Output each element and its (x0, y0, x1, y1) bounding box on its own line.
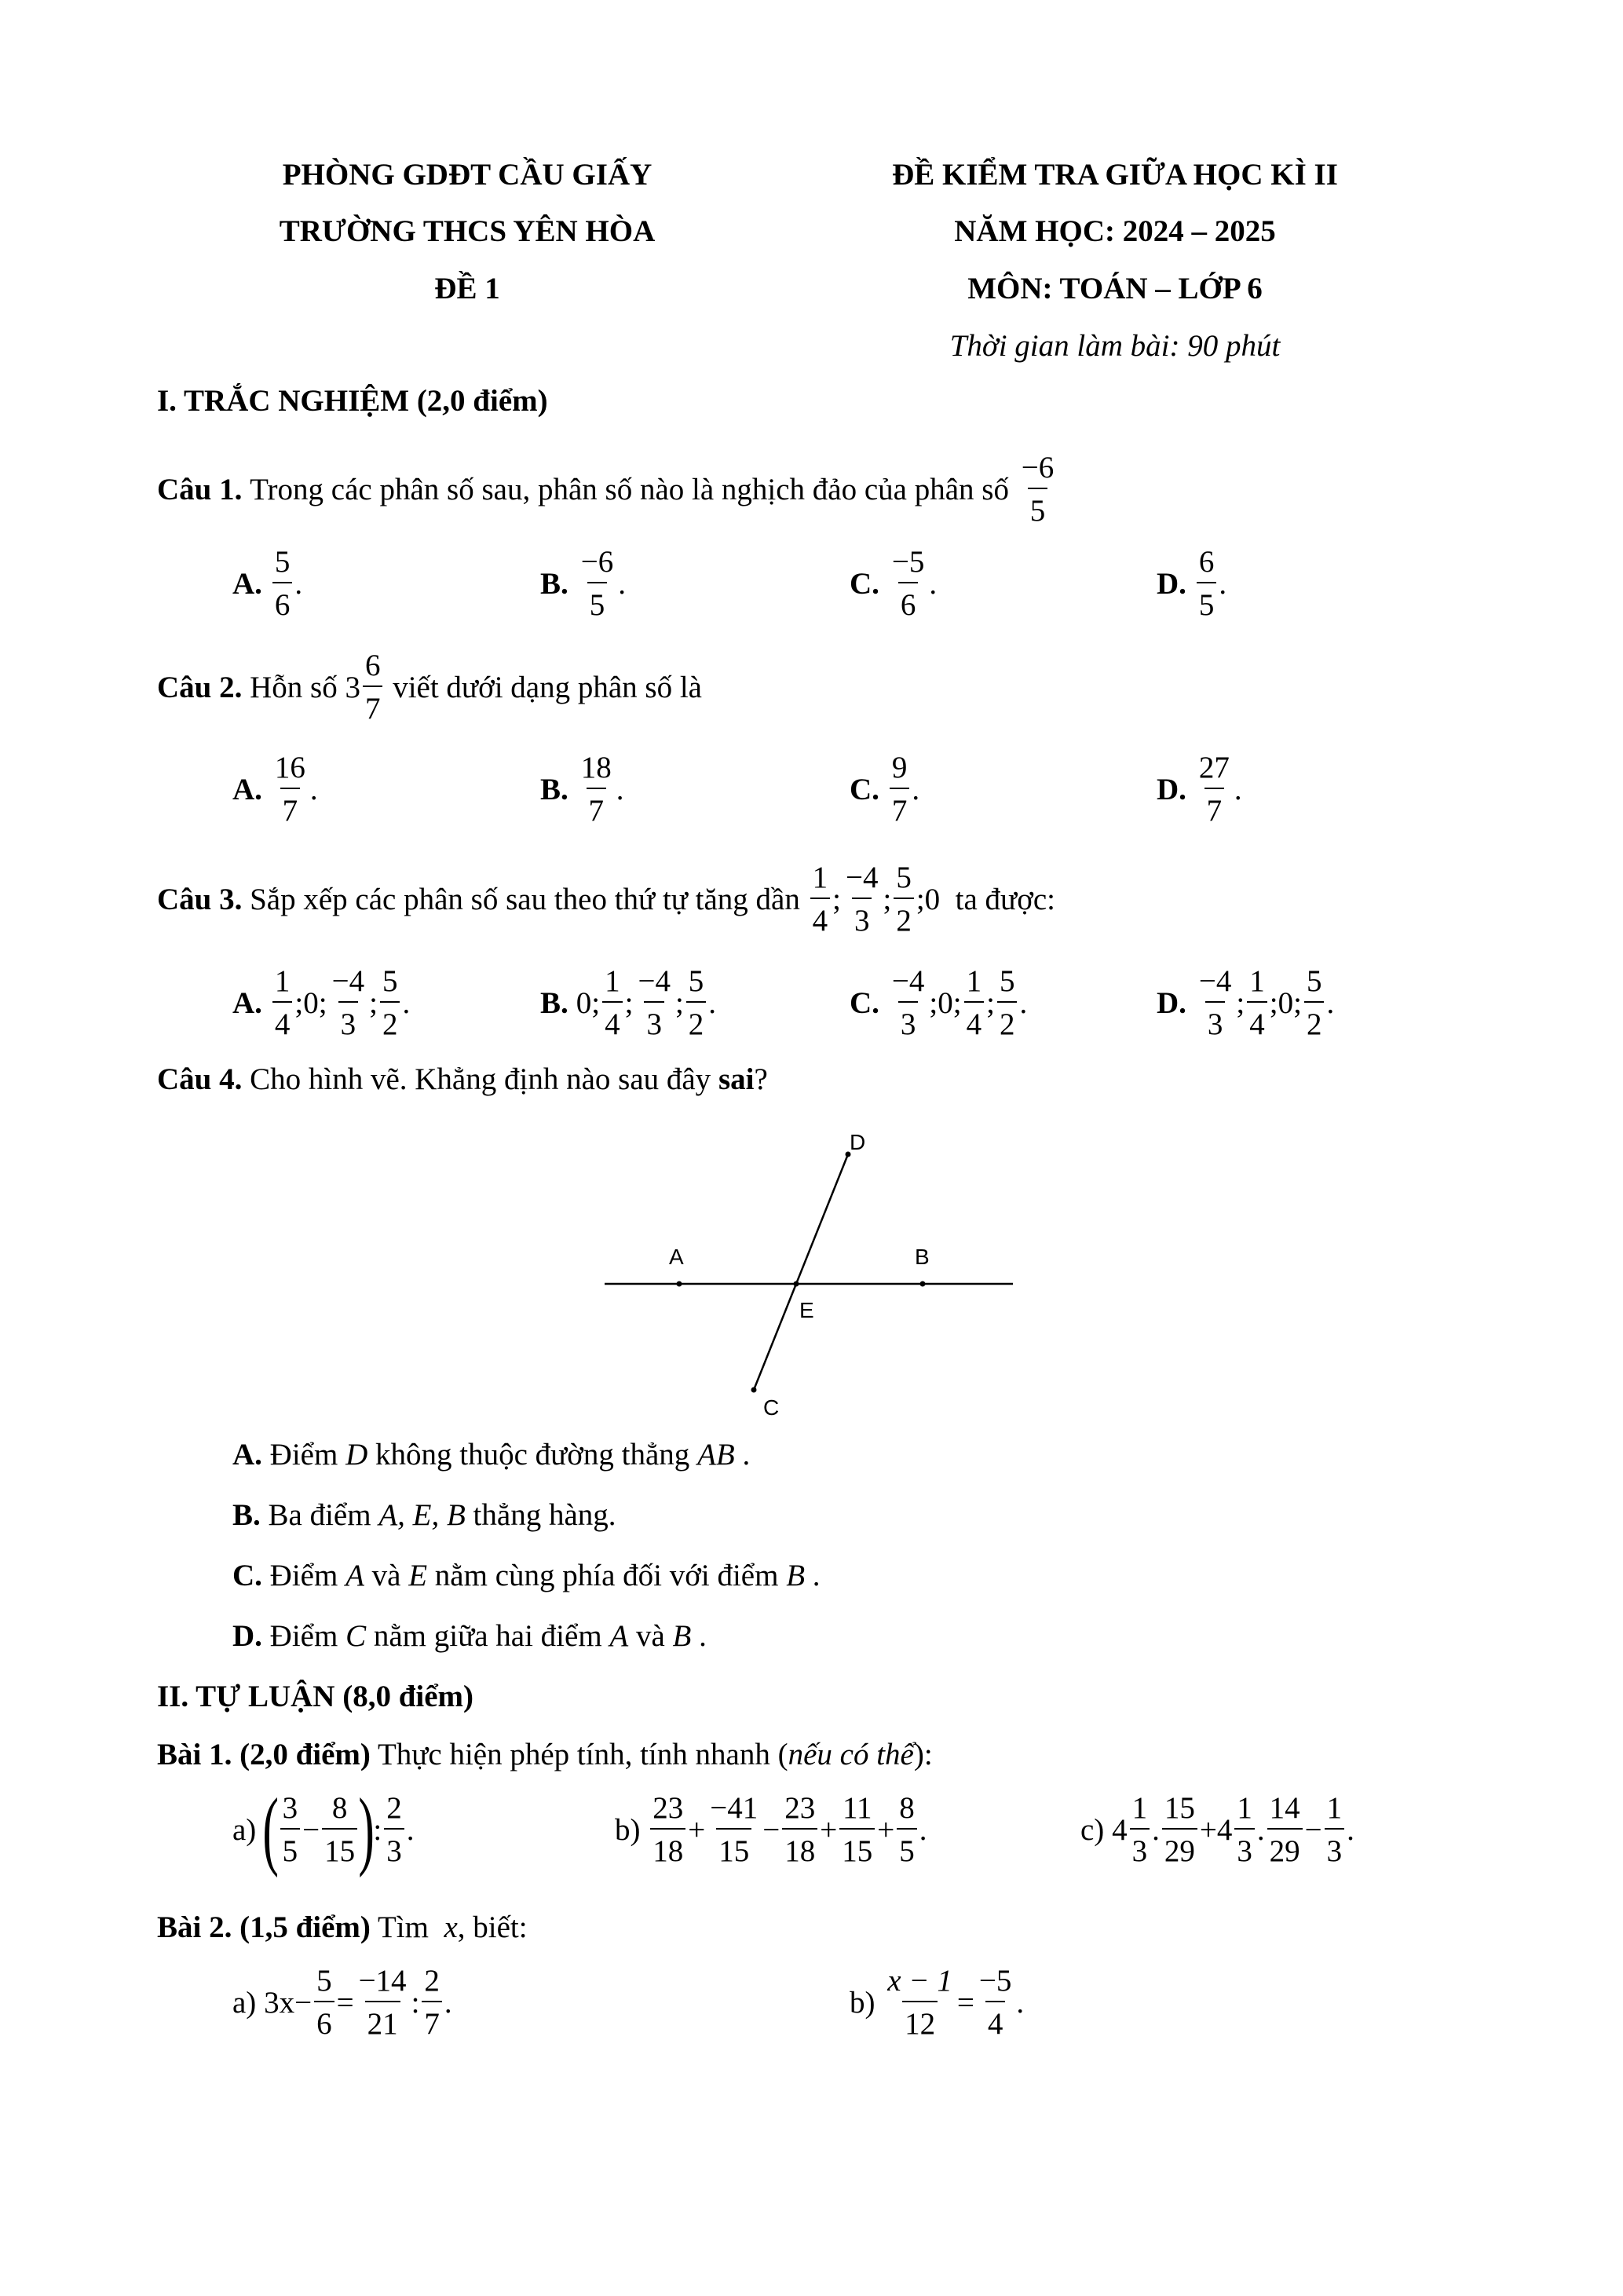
point-e (794, 1281, 799, 1287)
fraction: $\frac{-6}{5}$ (1021, 451, 1055, 528)
bai-1-heading: Bài 1. (2,0 điểm) Thực hiện phép tính, tính nhanh (nếu có thể): (157, 1738, 933, 1771)
q3-option-d[interactable]: D. $\frac{-4}{3}$ ; $\frac{1}{4}$ ; 0 ; $\frac{5}{2}$ . (1157, 964, 1335, 1041)
q2-option-d[interactable]: D. $\frac{27}{7}$ . (1157, 751, 1242, 828)
section-essay-title: II. TỰ LUẬN (8,0 điểm) (157, 1680, 474, 1713)
point-c (751, 1387, 757, 1393)
bai-1-c: c) 4 $\frac{1}{3}$ . $\frac{15}{29}$ + 4 $\frac{1}{3}$ . $\frac{14}{29}$ − $\frac{1}{3}$ . (1080, 1791, 1354, 1868)
q1-option-d[interactable]: D. $\frac{6}{5}$ . (1157, 545, 1227, 622)
bai-1-a: a) ( $\frac{3}{5}$ − $\frac{8}{15}$ ) : $\frac{2}{3}$ . (232, 1781, 415, 1878)
label-e: E (799, 1298, 814, 1322)
school-office: PHÒNG GDĐT CẦU GIẤY (282, 158, 652, 192)
q4-option-a[interactable]: A. Điểm D không thuộc đường thẳng AB . (232, 1438, 751, 1472)
mixed-number: 3 $\frac{6}{7}$ (345, 650, 385, 724)
q3-option-a[interactable]: A. $\frac{1}{4}$ ; 0 ; $\frac{-4}{3}$ ; $\frac{5}{2}$ . (232, 964, 411, 1041)
school-year: NĂM HỌC: 2024 – 2025 (954, 214, 1276, 248)
geometry-figure (597, 1131, 1036, 1421)
question-text: Trong các phân số sau, phân số nào là nghịch đảo của phân số (250, 472, 1009, 506)
label-b: B (915, 1245, 930, 1269)
bai-2-b: b) $\frac{x - 1}{12}$ = $\frac{-5}{4}$ . (850, 1964, 1025, 2041)
bai-2-a: a) 3x − $\frac{5}{6}$ = $\frac{-14}{21}$ : $\frac{2}{7}$ . (232, 1964, 452, 2041)
point-a (677, 1281, 682, 1287)
label-d: D (850, 1131, 866, 1154)
q1-option-a[interactable]: A. $\frac{5}{6}$ . (232, 545, 303, 622)
q1-option-b[interactable]: B. $\frac{-6}{5}$ . (540, 545, 627, 622)
q1-option-c[interactable]: C. $\frac{-5}{6}$ . (850, 545, 938, 622)
point-b (920, 1281, 926, 1287)
q4-option-b[interactable]: B. Ba điểm A, E, B thẳng hàng. (232, 1498, 616, 1532)
question-4: Câu 4. Cho hình vẽ. Khẳng định nào sau đây sai? (157, 1062, 768, 1096)
label-c: C (763, 1395, 780, 1420)
q4-option-c[interactable]: C. Điểm A và E nằm cùng phía đối với điểm B . (232, 1559, 821, 1592)
line-cd (754, 1154, 848, 1390)
subject: MÔN: TOÁN – LỚP 6 (967, 272, 1263, 305)
question-3: Câu 3. Sắp xếp các phân số sau theo thứ tự tăng dần $\frac{1}{4}$ ; $\frac{-4}{3}$ ; $\frac{5}{2}$ ; 0 ta được: (157, 861, 1055, 938)
q2-option-a[interactable]: A. $\frac{16}{7}$ . (232, 751, 318, 828)
question-2: Câu 2. Hỗn số 3 $\frac{6}{7}$ viết dưới dạng phân số là (157, 649, 702, 726)
bai-2-heading: Bài 2. (1,5 điểm) Tìm x, biết: (157, 1910, 528, 1944)
q3-option-b[interactable]: B. 0 ; $\frac{1}{4}$ ; $\frac{-4}{3}$ ; $\frac{5}{2}$ . (540, 964, 717, 1041)
question-1 (157, 446, 1058, 532)
time-limit: Thời gian làm bài: 90 phút (949, 329, 1281, 363)
label-a: A (669, 1245, 684, 1269)
section-multiple-choice-title: I. TRẮC NGHIỆM (2,0 điểm) (157, 384, 548, 418)
exam-code: ĐỀ 1 (434, 272, 500, 305)
q2-option-c[interactable]: C. $\frac{9}{7}$ . (850, 751, 920, 828)
q3-option-c[interactable]: C. $\frac{-4}{3}$ ; 0 ; $\frac{1}{4}$ ; $\frac{5}{2}$ . (850, 964, 1028, 1041)
q4-option-d[interactable]: D. Điểm C nằm giữa hai điểm A và B . (232, 1619, 707, 1653)
q2-option-b[interactable]: B. $\frac{18}{7}$ . (540, 751, 624, 828)
school-name: TRƯỜNG THCS YÊN HÒA (279, 214, 656, 248)
question-label: Câu 1. (157, 472, 243, 506)
bai-1-b: b) $\frac{23}{18}$ + $\frac{-41}{15}$ − $\frac{23}{18}$ + $\frac{11}{15}$ + $\frac{8}{5}$ . (615, 1791, 927, 1868)
exam-title: ĐỀ KIỂM TRA GIỮA HỌC KÌ II (892, 158, 1338, 192)
